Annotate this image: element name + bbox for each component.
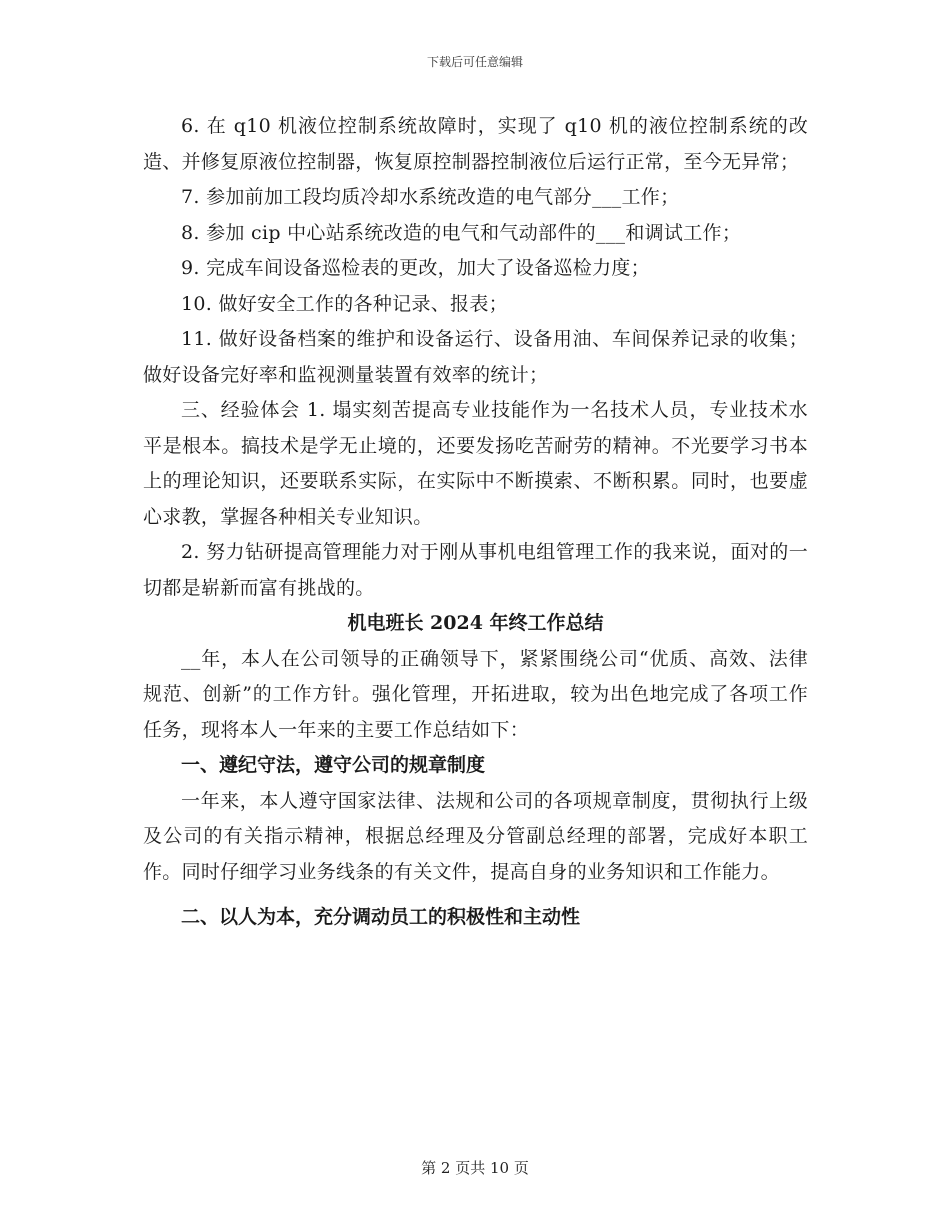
document-body — [143, 109, 808, 936]
section-heading-1: 一、遵纪守法，遵守公司的规章制度 — [181, 754, 486, 776]
paragraph-discipline: 一年来，本人遵守国家法律、法规和公司的各项规章制度，贯彻执行上级及公司的有关指示精神，根据总经理及分管副总经理的部署，完成好本职工作。同时仔细学习业务线条的有关文件，提高自身的业务知识和工作能力。 — [143, 789, 808, 883]
paragraph-item-8: 8. 参加 cip 中心站系统改造的电气和气动部件的___和调试工作； — [181, 221, 742, 244]
paragraph-management: 2. 努力钻研提高管理能力对于刚从事机电组管理工作的我来说，面对的一切都是崭新而富有挑战的。 — [143, 541, 808, 599]
page-footer: 第 2 页共 10 页 — [421, 1159, 529, 1177]
section-heading-2: 二、以人为本，充分调动员工的积极性和主动性 — [181, 906, 581, 928]
paragraph-item-9: 9. 完成车间设备巡检表的更改，加大了设备巡检力度； — [181, 257, 650, 279]
paragraph-intro: __年，本人在公司领导的正确领导下，紧紧围绕公司“优质、高效、法律规范、创新”的工作方针。强化管理，开拓进取，较为出色地完成了各项工作任务，现将本人一年来的主要工作总结如下： — [143, 647, 808, 741]
page-header: 下载后可任意编辑 — [426, 55, 523, 69]
paragraph-item-10: 10. 做好安全工作的各种记录、报表； — [181, 292, 508, 315]
paragraph-item-11: 11. 做好设备档案的维护和设备运行、设备用油、车间保养记录的收集；做好设备完好率和监视测量装置有效率的统计； — [143, 328, 808, 386]
paragraph-experience: 三、经验体会 1. 塌实刻苦提高专业技能作为一名技术人员，专业技术水平是根本。搞技术是学无止境的，还要发扬吃苦耐劳的精神。不光要学习书本上的理论知识，还要联系实际，在实际中不断摸索、不断积累。同时，也要虚心求教，掌握各种相关专业知识。 — [143, 399, 808, 528]
paragraph-item-7: 7. 参加前加工段均质冷却水系统改造的电气部分___工作； — [181, 186, 680, 208]
section-title: 机电班长 2024 年终工作总结 — [347, 612, 604, 634]
paragraph-item-6: 6. 在 q10 机液位控制系统故障时，实现了 q10 机的液位控制系统的改造、并修复原液位控制器，恢复原控制器控制液位后运行正常，至今无异常； — [143, 115, 808, 173]
